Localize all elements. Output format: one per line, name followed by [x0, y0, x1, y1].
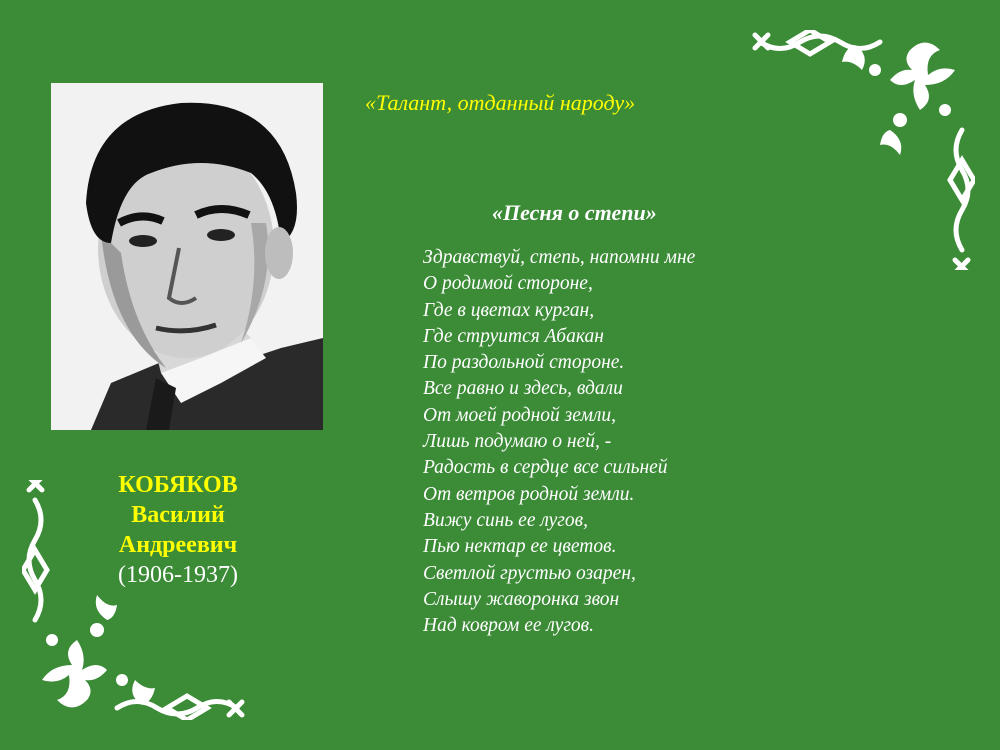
floral-corner-ornament-icon: [750, 30, 975, 270]
poem-line: Над ковром ее лугов.: [423, 615, 595, 637]
header-quote: «Талант, отданный народу»: [365, 90, 636, 115]
portrait-photo: [51, 83, 323, 430]
poem-line: Здравствуй, степь, напомни мне: [423, 247, 696, 268]
poem-line: Вижу синь ее лугов,: [423, 509, 588, 531]
poem-line: Где струится Абакан: [423, 325, 604, 347]
author-given-name: Василий: [131, 502, 225, 528]
author-surname: КОБЯКОВ: [118, 472, 238, 498]
poem-line: Лишь подумаю о ней, -: [423, 431, 612, 453]
poem-line: От ветров родной земли.: [423, 483, 635, 505]
poem-line: Светлой грустью озарен,: [423, 562, 636, 584]
poem-line: Где в цветах курган,: [423, 299, 595, 321]
author-life-years: (1906-1937): [118, 562, 238, 588]
poem-line: О родимой стороне,: [423, 273, 593, 295]
author-patronymic: Андреевич: [118, 532, 238, 558]
floral-corner-ornament-icon: [22, 480, 247, 720]
poem-line: От моей родной земли,: [423, 404, 617, 426]
author-portrait: [51, 83, 323, 430]
poem-line: Слышу жаворонка звон: [423, 588, 620, 610]
poem-line: Радость в сердце все сильней: [423, 457, 668, 479]
poem-line: Все равно и здесь, вдали: [423, 378, 623, 400]
poem-line: По раздольной стороне.: [423, 352, 625, 374]
poem-line: Пью нектар ее цветов.: [423, 536, 617, 558]
poem-title: «Песня о степи»: [492, 200, 657, 225]
poem-text: [423, 245, 695, 639]
